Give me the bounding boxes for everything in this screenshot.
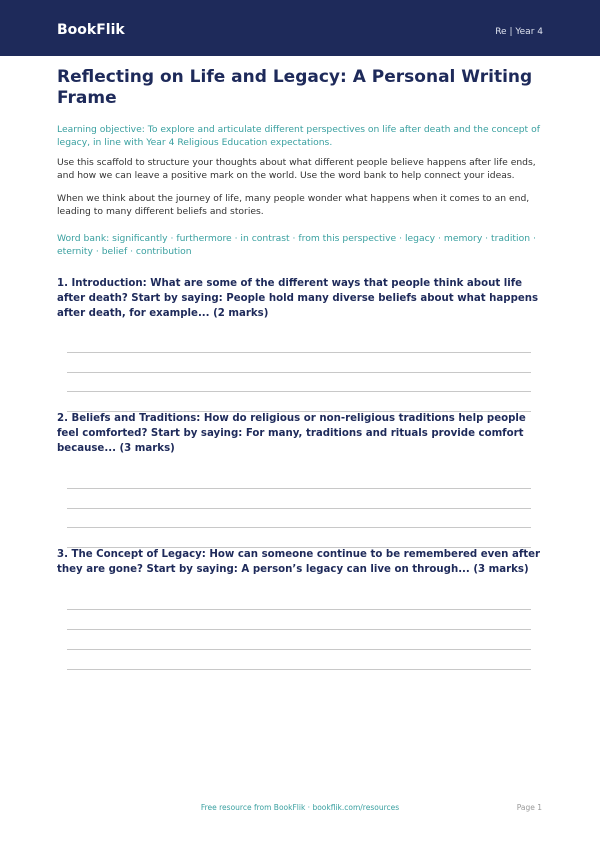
question-1: 1. Introduction: What are some of the different ways that people think about life after death? Start by saying: People hold many diverse beliefs about what happens after death, for example... (2 marks) bbox=[57, 278, 539, 319]
header-bar bbox=[0, 0, 600, 56]
brand-logo[interactable]: BookFlik bbox=[57, 22, 125, 38]
subject-label: Re | Year 4 bbox=[495, 27, 543, 37]
answer-line[interactable] bbox=[67, 669, 531, 670]
answer-line[interactable] bbox=[67, 391, 531, 392]
intro-paragraph-2: When we think about the journey of life, many people wonder what happens when it comes to an end, leading to many different beliefs and stories. bbox=[57, 193, 530, 217]
question-3: 3. The Concept of Legacy: How can someone continue to be remembered even after they are gone? Start by saying: A person’s legacy can live on through... (3 marks) bbox=[57, 549, 541, 575]
footer-text[interactable]: Free resource from BookFlik · bookflik.com/resources bbox=[200, 803, 400, 812]
answer-line[interactable] bbox=[67, 649, 531, 650]
page-number: Page 1 bbox=[516, 803, 542, 812]
answer-line[interactable] bbox=[67, 372, 531, 373]
answer-line[interactable] bbox=[67, 488, 531, 489]
word-bank: Word bank: significantly · furthermore · in contrast · from this perspective · legacy · memory · tradition · eternity · belief · contribution bbox=[57, 233, 536, 257]
answer-line[interactable] bbox=[67, 352, 531, 353]
page-title: Reflecting on Life and Legacy: A Personal Writing Frame bbox=[57, 67, 533, 108]
answer-line[interactable] bbox=[67, 527, 531, 528]
intro-paragraph-1: Use this scaffold to structure your thoughts about what different people believe happens after life ends, and how we can leave a positive mark on the world. Use the word bank to help connect your ideas. bbox=[57, 157, 536, 181]
learning-objective: Learning objective: To explore and articulate different perspectives on life after death and the concept of legacy, in line with Year 4 Religious Education expectations. bbox=[57, 124, 540, 148]
question-2: 2. Beliefs and Traditions: How do religious or non-religious traditions help people feel comforted? Start by saying: For many, traditions and rituals provide comfort because... (3 marks) bbox=[57, 413, 526, 454]
answer-line[interactable] bbox=[67, 609, 531, 610]
answer-line[interactable] bbox=[67, 508, 531, 509]
answer-line[interactable] bbox=[67, 629, 531, 630]
